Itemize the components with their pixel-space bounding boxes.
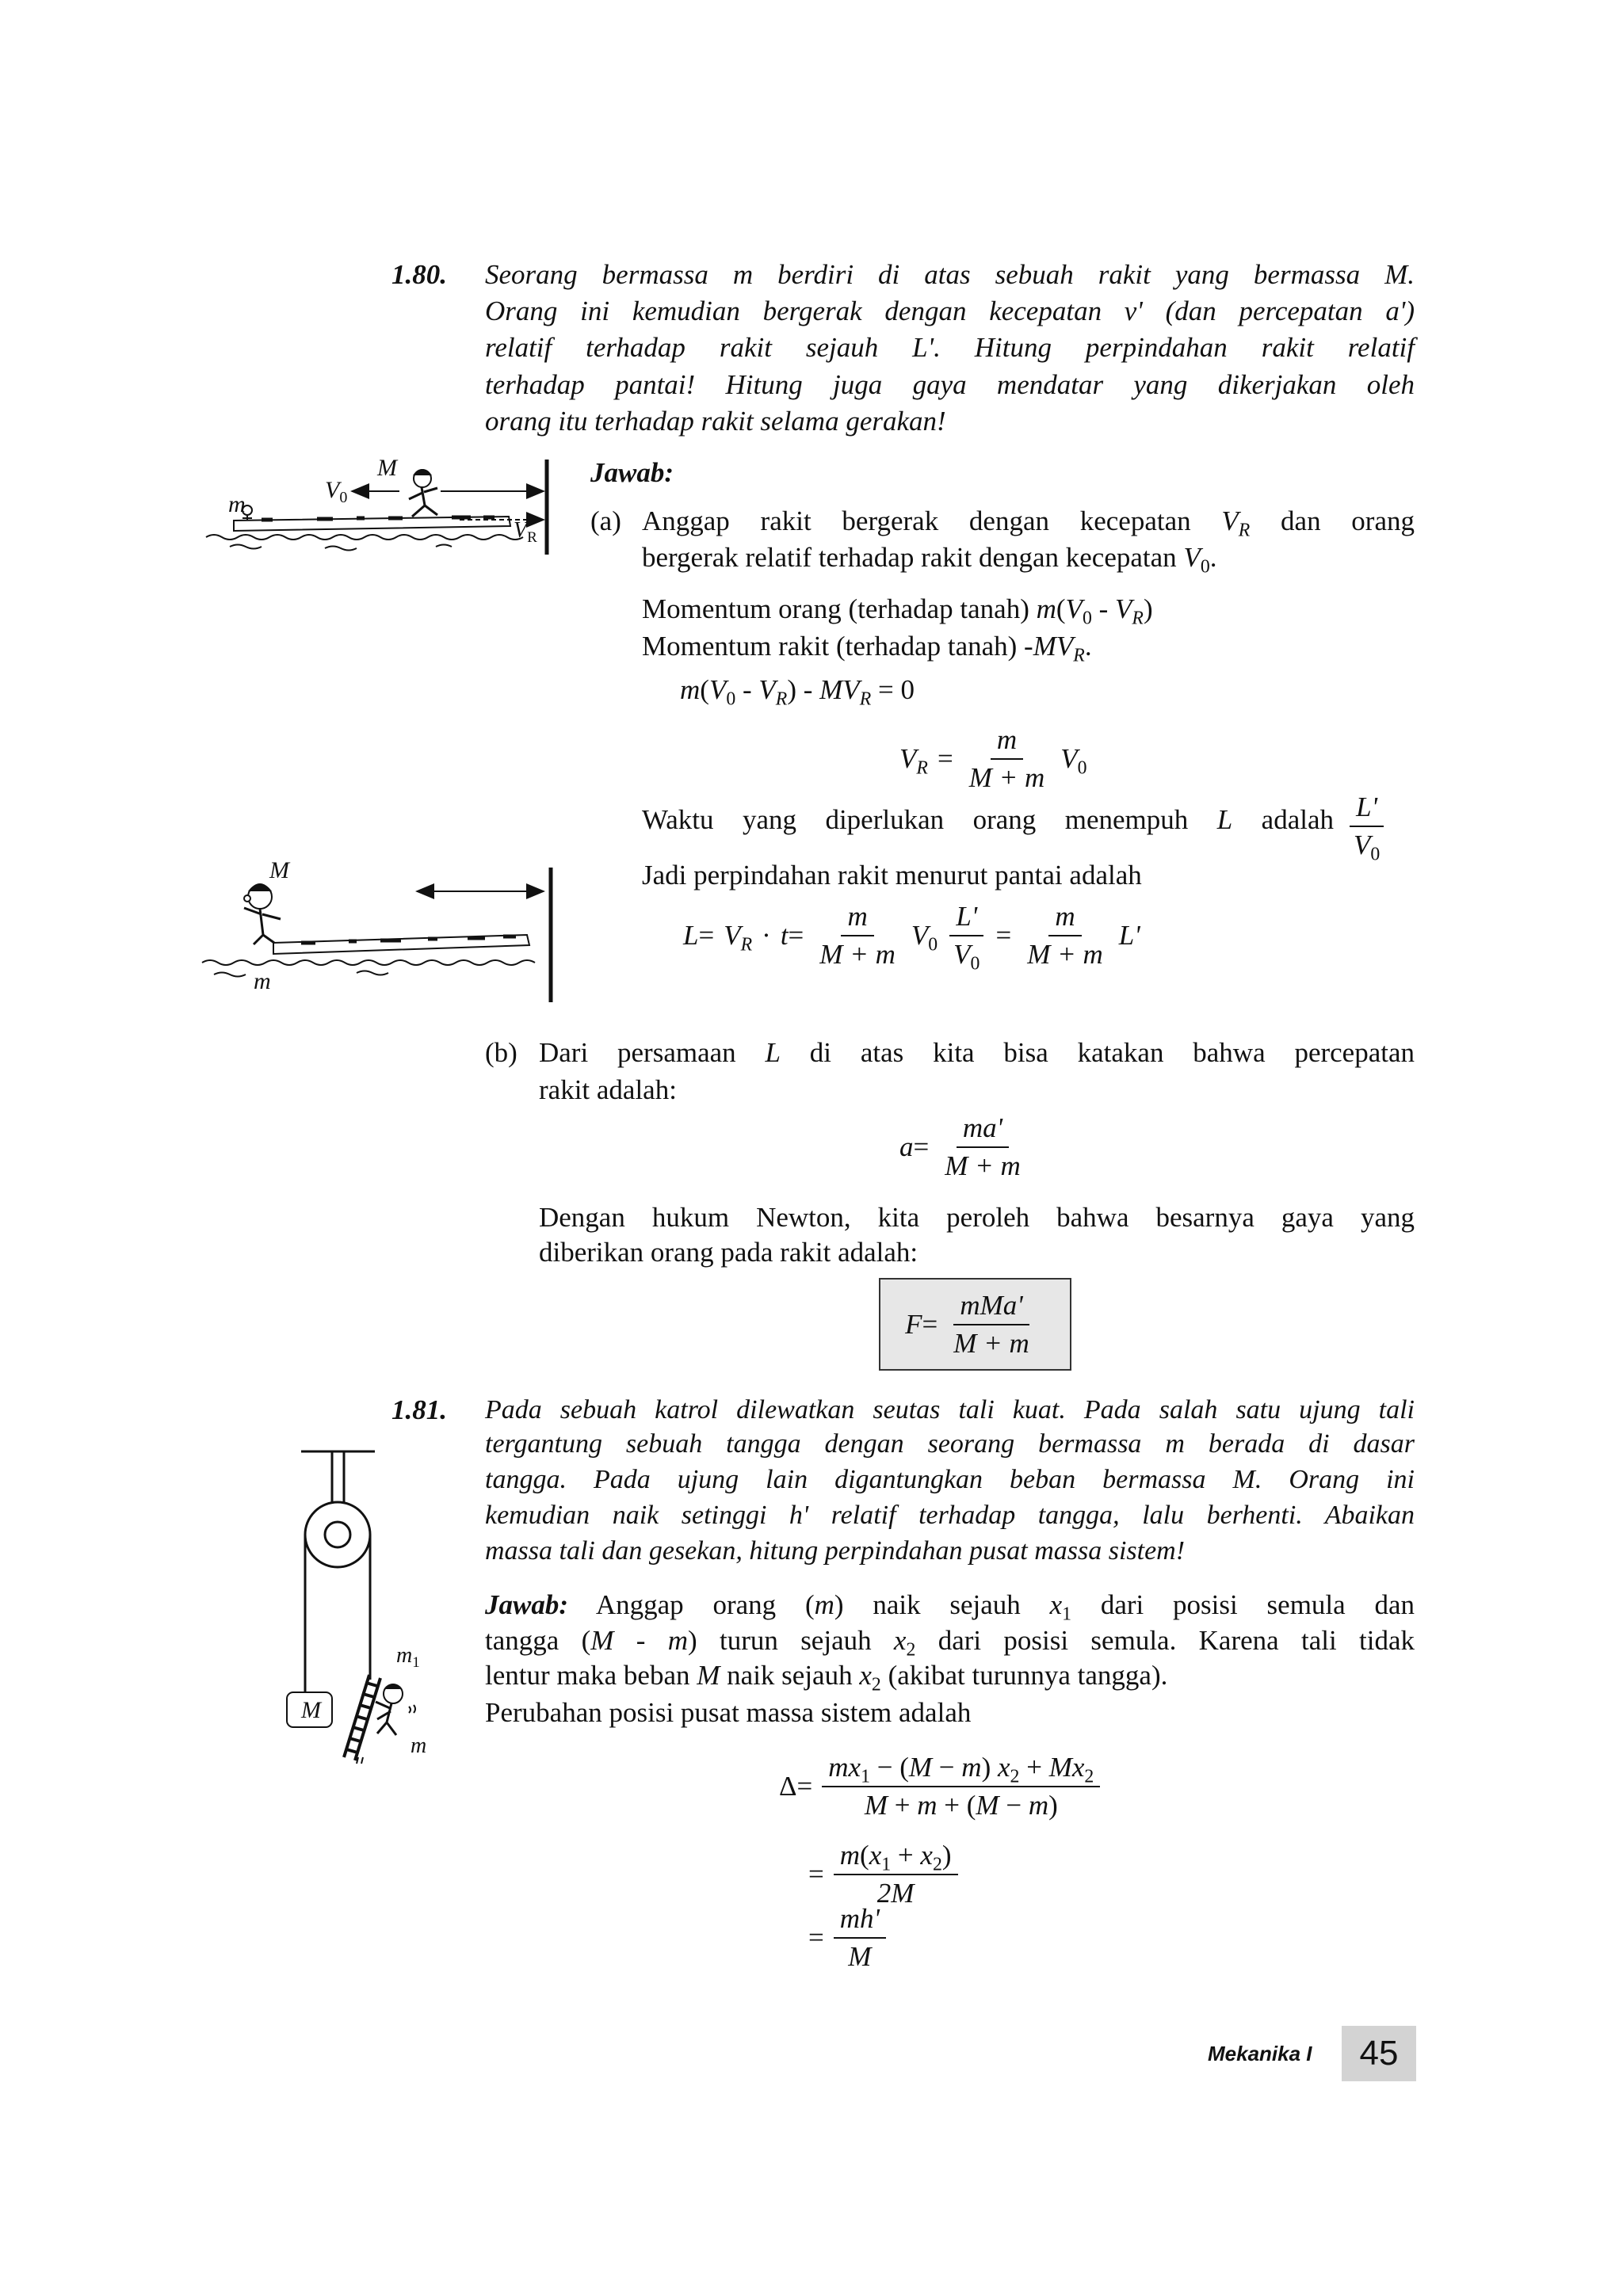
ladder <box>344 1675 380 1760</box>
math-variable: M <box>697 1660 720 1691</box>
text-segment: Momentum rakit (terhadap tanah) - <box>642 631 1033 662</box>
fraction-numerator <box>834 1838 958 1875</box>
math-variable: mx <box>828 1752 861 1783</box>
fraction <box>813 899 902 972</box>
math-variable: x <box>869 1840 882 1871</box>
text-segment: Anggap rakit bergerak dengan kecepatan <box>642 505 1222 536</box>
pulley-axle <box>325 1522 350 1547</box>
math-variable: a <box>899 1131 914 1162</box>
text-segment: (akibat turunnya tangga). <box>880 1660 1168 1691</box>
math-subscript: 2 <box>1084 1766 1094 1787</box>
equation-momentum <box>680 672 915 708</box>
velocity-label-vr <box>514 518 537 546</box>
fraction <box>963 723 1052 795</box>
math-subscript: 1 <box>881 1854 892 1875</box>
text-segment: dari posisi semula dan <box>1071 1589 1415 1620</box>
math-variable: V <box>1354 830 1371 860</box>
math-variable: L' <box>1118 920 1140 951</box>
math-subscript: 2 <box>1010 1766 1020 1787</box>
water-waves <box>206 535 523 551</box>
answer-text-line <box>642 540 1216 576</box>
math-term <box>899 743 928 779</box>
fraction-denominator: 2M <box>876 1878 915 1909</box>
displacement-text-line: Jadi perpindahan rakit menurut pantai adalah <box>642 860 1142 891</box>
math-operator: + <box>1019 1752 1049 1783</box>
math-variable: Δ <box>779 1771 797 1802</box>
math-subscript: 0 <box>1082 608 1092 629</box>
fraction <box>834 1901 886 1974</box>
math-variable: m <box>1036 593 1056 624</box>
equation-step-3 <box>808 1894 896 1981</box>
label-subscript: 1 <box>412 1654 420 1671</box>
equals-sign: = <box>995 920 1012 951</box>
mass-label-M: M <box>301 1697 321 1723</box>
water-waves <box>202 960 535 977</box>
answer-text-line <box>485 1623 1415 1659</box>
math-variable: L <box>683 920 699 951</box>
part-label: (a) <box>590 505 621 536</box>
fraction-numerator: ma' <box>957 1111 1009 1148</box>
math-operator: − <box>999 1790 1029 1821</box>
math-variable: m <box>1028 1790 1049 1821</box>
answer-text-line: rakit adalah: <box>539 1074 677 1105</box>
math-variable: V <box>1065 593 1083 624</box>
math-variable: m <box>961 1752 982 1783</box>
text-segment: Waktu yang diperlukan orang menempuh <box>642 804 1217 835</box>
text-segment: Anggap orang ( <box>568 1589 815 1620</box>
math-subscript: R <box>775 688 788 710</box>
text-segment: bergerak relatif terhadap rakit dengan kecepatan <box>642 542 1184 573</box>
math-variable: M <box>590 1625 614 1656</box>
math-subscript: 2 <box>871 1674 881 1695</box>
math-variable: V <box>1060 743 1078 774</box>
equals-sign: = <box>913 1131 930 1162</box>
fraction-denominator: M + m <box>945 1150 1021 1181</box>
answer-text-line: Dengan hukum Newton, kita peroleh bahwa besarnya gaya yang <box>539 1202 1415 1233</box>
text-segment: tangga ( <box>485 1625 591 1656</box>
math-variable: x <box>920 1840 933 1871</box>
problem-text-line: terhadap pantai! Hitung juga gaya mendatar yang dikerjakan oleh <box>485 369 1415 400</box>
fraction-numerator: m <box>841 899 873 936</box>
math-variable: MV <box>1033 631 1074 662</box>
math-subscript: R <box>1238 520 1251 541</box>
mass-label-m: m <box>228 491 246 517</box>
problem-number: 1.80. <box>391 259 447 290</box>
equals-sign: = <box>796 1771 813 1802</box>
answer-text-line: Perubahan posisi pusat massa sistem adalah <box>485 1697 972 1728</box>
math-variable: V <box>758 674 776 705</box>
person-figure <box>409 469 437 517</box>
answer-text-line <box>485 1657 1167 1694</box>
math-variable: V <box>899 743 917 774</box>
math-operator: ) <box>981 1752 998 1783</box>
text-segment: . <box>1209 542 1217 573</box>
fraction-numerator: L' <box>1350 790 1384 827</box>
equals-sign: = <box>698 920 715 951</box>
math-variable: m <box>814 1589 834 1620</box>
problem-text-line: Orang ini kemudian bergerak dengan kecepatan v' (dan percepatan a') <box>485 296 1415 326</box>
pulley-figure <box>277 1442 452 1775</box>
math-subscript: 0 <box>1077 757 1087 779</box>
math-variable: M <box>864 1790 888 1821</box>
math-variable: M <box>908 1752 933 1783</box>
text-segment: . <box>1084 631 1092 662</box>
math-operator: · <box>762 920 771 951</box>
math-subscript: R <box>916 757 928 779</box>
math-operator: - <box>1091 593 1115 624</box>
problem-text-line: massa tali dan gesekan, hitung perpindahan pusat massa sistem! <box>485 1536 1186 1566</box>
math-operator: − ( <box>869 1752 909 1783</box>
answer-label: Jawab: <box>485 1589 568 1620</box>
velocity-label-v0 <box>325 477 347 506</box>
text-segment: lentur maka beban <box>485 1660 697 1691</box>
momentum-raft-line <box>642 628 1092 665</box>
equals-sign: = <box>808 1922 824 1953</box>
part-label: (b) <box>485 1037 517 1068</box>
fraction-numerator: mMa' <box>953 1288 1029 1325</box>
text-segment: dari posisi semula. Karena tali tidak <box>915 1625 1415 1656</box>
math-term <box>1060 743 1087 779</box>
momentum-person-line <box>642 591 1153 627</box>
equation-displacement <box>683 892 1140 979</box>
fraction <box>938 1111 1027 1184</box>
math-variable: L <box>765 1037 781 1068</box>
problem-text-line: tergantung sebuah tangga dengan seorang bermassa m berada di dasar <box>485 1429 1415 1459</box>
math-subscript: R <box>740 934 753 955</box>
label-variable: V <box>325 477 340 503</box>
math-operator: + <box>887 1790 918 1821</box>
answer-text-line <box>642 503 1415 540</box>
page-number: 45 <box>1342 2026 1416 2081</box>
math-variable: M <box>976 1790 999 1821</box>
math-subscript: 2 <box>932 1854 942 1875</box>
math-operator: + <box>891 1840 921 1871</box>
math-subscript: R <box>1073 645 1085 666</box>
math-variable: V <box>1221 505 1239 536</box>
fraction <box>947 1288 1036 1361</box>
fraction-denominator: M <box>848 1941 872 1972</box>
fraction-denominator: M + m <box>953 1327 1029 1359</box>
text-segment: adalah <box>1232 804 1335 835</box>
math-variable: MV <box>819 674 860 705</box>
math-operator: + ( <box>937 1790 976 1821</box>
math-subscript: 2 <box>906 1639 916 1661</box>
math-variable: V <box>911 920 929 951</box>
math-variable: m <box>680 674 701 705</box>
math-variable: L <box>1216 804 1233 835</box>
problem-text-line: Seorang bermassa m berdiri di atas sebuah rakit yang bermassa M. <box>485 259 1415 290</box>
text-segment: Dari persamaan <box>539 1037 766 1068</box>
math-operator: ) <box>941 1840 952 1871</box>
math-subscript: 0 <box>928 934 938 955</box>
problem-text-line: tangga. Pada ujung lain digantungkan beban bermassa M. Orang ini <box>485 1465 1415 1494</box>
label-variable: m <box>396 1643 413 1668</box>
math-variable: m <box>917 1790 938 1821</box>
equals-sign: = <box>922 1308 938 1340</box>
math-variable: Mx <box>1048 1752 1085 1783</box>
math-variable: V <box>724 920 741 951</box>
section-label: Mekanika I <box>1208 2042 1312 2065</box>
text-segment: ) turun sejauh <box>688 1625 894 1656</box>
math-operator: ) <box>1143 593 1153 624</box>
fraction-numerator: m <box>991 723 1023 760</box>
fraction-denominator: M + m <box>968 762 1045 793</box>
math-operator: - <box>613 1625 668 1656</box>
math-variable: F <box>905 1308 922 1340</box>
fraction <box>1021 899 1109 972</box>
math-operator: - <box>735 674 759 705</box>
math-operator: ) <box>1048 1790 1058 1821</box>
boxed-result <box>879 1278 1071 1371</box>
mass-label-M: M <box>377 455 397 481</box>
fraction-numerator: L' <box>949 899 983 936</box>
math-subscript: 0 <box>726 688 736 710</box>
fraction-numerator: m <box>1048 899 1081 936</box>
equals-sign: = <box>937 743 953 774</box>
fraction-denominator: M + m <box>819 939 896 970</box>
text-segment: Momentum orang (terhadap tanah) <box>642 593 1037 624</box>
math-variable: x <box>859 1660 872 1691</box>
person-figure <box>244 883 281 944</box>
raft-running-figure <box>198 444 571 563</box>
text-segment: di atas kita bisa katakan bahwa percepatan <box>780 1037 1415 1068</box>
math-operator: ( <box>700 674 709 705</box>
fraction-denominator <box>858 1787 1064 1823</box>
math-operator: − <box>932 1752 962 1783</box>
math-subscript: 1 <box>861 1766 870 1787</box>
equation-center-of-mass <box>779 1743 1109 1830</box>
problem-text-line: orang itu terhadap rakit selama gerakan! <box>485 406 946 437</box>
math-subscript: 0 <box>1370 844 1381 865</box>
time-fraction <box>1347 790 1386 863</box>
text-segment: naik sejauh <box>720 1660 860 1691</box>
math-variable: V <box>953 939 971 970</box>
fraction-denominator <box>947 936 986 972</box>
raft-standing-figure <box>198 856 571 1014</box>
answer-text-line: diberikan orang pada rakit adalah: <box>539 1237 918 1268</box>
text-segment: ) naik sejauh <box>834 1589 1050 1620</box>
equation-raft-velocity <box>899 715 1097 803</box>
math-term <box>724 920 753 955</box>
time-text-line <box>642 802 1334 838</box>
math-variable: m <box>839 1840 861 1871</box>
math-operator: = 0 <box>871 674 915 705</box>
equation-acceleration <box>899 1104 1037 1191</box>
mass-label-m: m <box>411 1733 427 1758</box>
math-variable: x <box>893 1625 907 1656</box>
mass-label-m1 <box>396 1643 420 1671</box>
answer-text-line <box>485 1587 1415 1623</box>
math-variable: V <box>1183 542 1201 573</box>
fraction-numerator: mh' <box>834 1901 886 1939</box>
math-subscript: R <box>1132 608 1144 629</box>
answer-text-line <box>539 1035 1415 1071</box>
equals-sign: = <box>788 920 804 951</box>
fraction <box>947 899 986 972</box>
math-variable: V <box>1115 593 1132 624</box>
mass-label-M: M <box>269 857 289 883</box>
math-subscript: R <box>859 688 872 710</box>
problem-number: 1.81. <box>391 1394 447 1425</box>
math-operator: ( <box>1056 593 1066 624</box>
math-subscript: 0 <box>970 953 980 974</box>
label-variable: V <box>514 518 528 543</box>
math-subscript: 1 <box>1062 1604 1072 1625</box>
math-variable: V <box>708 674 727 705</box>
text-segment: dan orang <box>1250 505 1415 536</box>
problem-text-line: relatif terhadap rakit sejauh L'. Hitung perpindahan rakit relatif <box>485 332 1415 363</box>
math-variable: t <box>780 920 789 951</box>
problem-text-line: kemudian naik setinggi h' relatif terhadap tangga, lalu berhenti. Abaikan <box>485 1501 1415 1530</box>
answer-label: Jawab: <box>590 457 674 488</box>
equals-sign: = <box>808 1859 824 1890</box>
math-operator: ) - <box>787 674 820 705</box>
math-subscript: 0 <box>1200 556 1210 578</box>
math-variable: x <box>997 1752 1010 1783</box>
math-term <box>911 920 938 955</box>
fraction <box>822 1750 1100 1823</box>
label-subscript: 0 <box>339 489 348 506</box>
fraction-denominator: M + m <box>1027 939 1103 970</box>
fraction-numerator <box>822 1750 1100 1787</box>
label-subscript: R <box>527 529 537 546</box>
fraction-denominator <box>1347 827 1386 863</box>
math-operator: ( <box>860 1840 869 1871</box>
math-variable: x <box>1049 1589 1063 1620</box>
math-variable: m <box>667 1625 689 1656</box>
mass-label-m: m <box>254 968 271 994</box>
problem-text-line: Pada sebuah katrol dilewatkan seutas tali kuat. Pada salah satu ujung tali <box>485 1395 1415 1425</box>
